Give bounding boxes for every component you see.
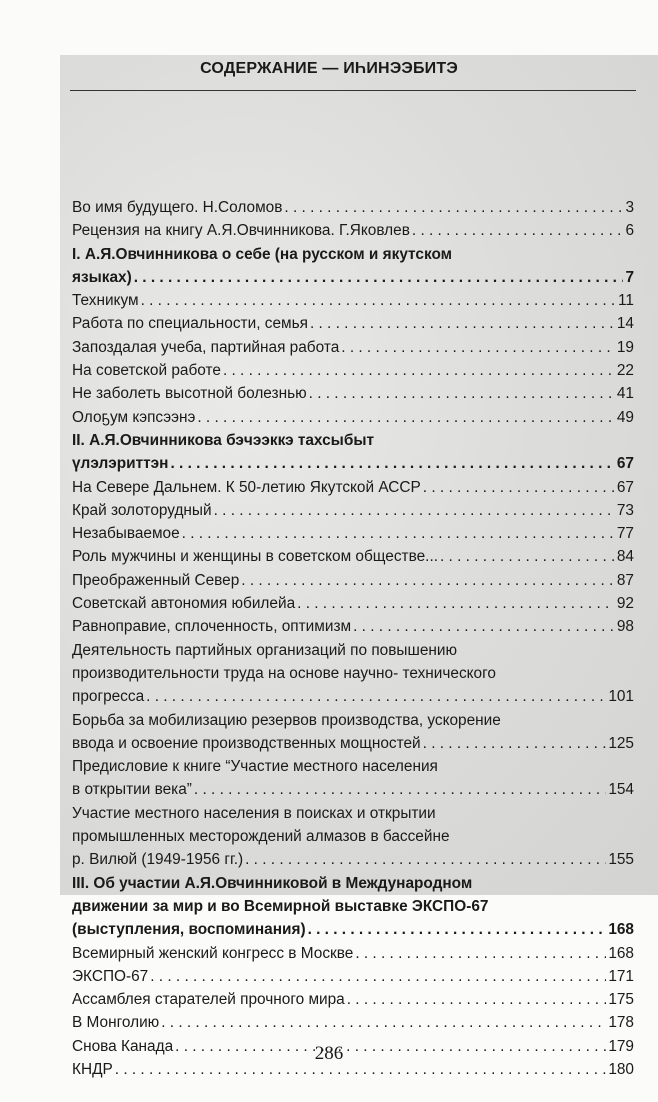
toc-entry [72, 802, 634, 872]
toc-entry-line [72, 429, 634, 452]
dot-leader [440, 545, 615, 568]
toc-page-number: 171 [608, 967, 634, 985]
toc-entry-line [72, 639, 634, 662]
toc-entry-text: Роль мужчины и женщины в советском обществе... [72, 548, 438, 566]
dot-leader [161, 1011, 606, 1034]
toc-entry-text: р. Вилюй (1949-1956 гг.) [72, 851, 244, 869]
title-rule [70, 90, 636, 91]
toc-entry-line [72, 219, 634, 242]
toc-entry-text: Равноправие, сплоченность, оптимизм [72, 618, 352, 636]
dot-leader [141, 289, 616, 312]
toc-entry-text: в открытии века” [72, 781, 192, 799]
toc-entry-text: Рецензия на книгу А.Я.Овчинникова. Г.Яковлев [72, 222, 410, 240]
toc-page-number: 175 [608, 991, 634, 1009]
toc-entry-text: Край золоторудный [72, 501, 212, 519]
toc-page-number: 178 [608, 1014, 634, 1032]
toc-entry [72, 406, 634, 429]
toc-section-heading [72, 872, 634, 942]
toc-page-number: 168 [608, 921, 634, 939]
dot-leader [182, 522, 615, 545]
toc-entry-line [72, 289, 634, 312]
toc-entry-text: Во имя будущего. Н.Соломов [72, 199, 283, 216]
dot-leader [347, 988, 607, 1011]
toc-entry-line [72, 1011, 634, 1034]
toc-entry-text: Преображенный Север [72, 571, 240, 589]
toc-entry-line [72, 382, 634, 405]
dot-leader [146, 685, 606, 708]
toc-page-number: 67 [616, 478, 634, 496]
toc-entry-line [72, 545, 634, 568]
toc-entry [72, 382, 634, 405]
toc-page-number: 67 [616, 455, 634, 473]
toc-entry-text: Незабываемое [72, 525, 180, 543]
toc-entry-line [72, 243, 634, 266]
dot-leader [134, 266, 624, 289]
toc-entry-line [72, 965, 634, 988]
toc-page-number: 14 [616, 315, 634, 333]
toc-page-number: 6 [625, 222, 634, 240]
toc-entry-text: движении за мир и во Всемирной выставке ЭКСПО-67 [72, 897, 489, 915]
toc-page-number: 84 [616, 548, 634, 566]
toc-entry [72, 592, 634, 615]
toc-entry-line [72, 312, 634, 335]
toc-entry-text: ЭКСПО-67 [72, 967, 149, 985]
toc-section-heading [72, 243, 634, 290]
toc-entry-text: На советской работе [72, 362, 221, 380]
toc-entry [72, 639, 634, 709]
toc-page-number: 154 [608, 781, 634, 799]
table-of-contents [72, 196, 634, 1081]
dot-leader [423, 476, 615, 499]
toc-page-number: 49 [616, 408, 634, 426]
toc-entry-text: промышленных месторождений алмазов в бассейне [72, 828, 450, 846]
toc-entry-line [72, 662, 634, 685]
toc-page-number: 155 [608, 851, 634, 869]
toc-entry [72, 709, 634, 756]
toc-page-number: 77 [616, 525, 634, 543]
toc-entry [72, 219, 634, 242]
toc-entry-line [72, 988, 634, 1011]
dot-leader [150, 965, 606, 988]
toc-entry-line [72, 872, 634, 895]
toc-entry [72, 359, 634, 382]
toc-entry [72, 569, 634, 592]
toc-entry-text: Не заболеть высотной болезнью [72, 385, 307, 403]
toc-entry-text: прогресса [72, 688, 145, 706]
toc-entry-text: Всемирный женский конгресс в Москве [72, 944, 354, 962]
toc-entry-line [72, 685, 634, 708]
toc-entry-line [72, 196, 634, 219]
toc-entry-text: Участие местного населения в поисках и открытии [72, 804, 436, 822]
dot-leader [423, 732, 607, 755]
dot-leader [241, 569, 615, 592]
toc-entry-line [72, 942, 634, 965]
toc-entry-text: На Севере Дальнем. К 50-летию Якутской АССР [72, 478, 421, 496]
toc-page-number: 92 [616, 595, 634, 613]
toc-entry-text: Ассамблея старателей прочного мира [72, 991, 345, 1009]
toc-page-number: 179 [608, 1037, 634, 1055]
toc-entry-text: Борьба за мобилизацию резервов производства, ускорение [72, 711, 501, 729]
toc-entry-line [72, 592, 634, 615]
toc-page-number: 3 [625, 199, 634, 216]
toc-entry-line [72, 359, 634, 382]
dot-leader [284, 196, 623, 219]
toc-entry [72, 522, 634, 545]
dot-leader [214, 499, 615, 522]
toc-page-number: 101 [608, 688, 634, 706]
toc-entry-text: III. Об участии А.Я.Овчинниковой в Международном [72, 874, 473, 892]
toc-page-number: 87 [616, 571, 634, 589]
dot-leader [297, 592, 615, 615]
dot-leader [245, 848, 606, 871]
toc-entry [72, 196, 634, 219]
page-number: 286 [314, 1043, 344, 1064]
toc-entry-line [72, 709, 634, 732]
toc-entry-text: Деятельность партийных организаций по повышению [72, 641, 458, 659]
toc-entry-text: КНДР [72, 1060, 113, 1078]
dot-leader [309, 382, 615, 405]
toc-entry-line [72, 476, 634, 499]
toc-entry-text: I. А.Я.Овчинникова о себе (на русском и якутском [72, 245, 453, 263]
dot-leader [170, 452, 614, 475]
dot-leader [223, 359, 615, 382]
toc-entry-line [72, 848, 634, 871]
toc-page-number: 22 [616, 362, 634, 380]
toc-entry-line [72, 499, 634, 522]
toc-entry-line [72, 452, 634, 475]
toc-page-number: 125 [608, 734, 634, 752]
toc-page-number: 180 [608, 1060, 634, 1078]
toc-entry-line [72, 336, 634, 359]
toc-entry-text: Олоҕум кэпсээнэ [72, 408, 196, 426]
toc-entry [72, 988, 634, 1011]
toc-page-number: 168 [608, 944, 634, 962]
dot-leader [197, 406, 615, 429]
toc-entry [72, 312, 634, 335]
toc-entry-line [72, 895, 634, 918]
toc-entry-text: производительности труда на основе научно- технического [72, 664, 496, 682]
toc-entry-text: Техникум [72, 292, 139, 310]
dot-leader [194, 778, 606, 801]
toc-entry-text: ввода и освоение производственных мощностей [72, 734, 421, 752]
toc-page-number: 19 [616, 338, 634, 356]
dot-leader [310, 312, 615, 335]
toc-section-heading [72, 429, 634, 476]
toc-entry [72, 545, 634, 568]
toc-entry-text: Предисловие к книге “Участие местного населения [72, 758, 438, 776]
toc-entry-line [72, 732, 634, 755]
toc-entry-text: языках) [72, 268, 132, 286]
toc-entry-text: Советскай автономия юбилейа [72, 595, 296, 613]
toc-entry-line [72, 522, 634, 545]
toc-page-number: 11 [618, 292, 634, 310]
toc-page-number: 98 [616, 618, 634, 636]
toc-page-number: 41 [616, 385, 634, 403]
toc-entry-text: Запоздалая учеба, партийная работа [72, 338, 340, 356]
toc-entry [72, 1011, 634, 1034]
toc-entry [72, 336, 634, 359]
toc-entry-text: II. А.Я.Овчинникова бэчээккэ тахсыбыт [72, 431, 375, 449]
toc-entry [72, 965, 634, 988]
toc-entry-text: (выступления, воспоминания) [72, 921, 306, 939]
dot-leader [412, 219, 624, 242]
toc-entry-line [72, 569, 634, 592]
page-title: СОДЕРЖАНИЕ — ИҺИНЭЭБИТЭ [200, 60, 458, 77]
toc-entry-line [72, 406, 634, 429]
toc-entry-text: В Монголию [72, 1014, 160, 1032]
toc-entry-text: үлэлэриттэн [72, 455, 169, 473]
toc-entry [72, 942, 634, 965]
toc-page-number: 73 [616, 501, 634, 519]
toc-entry-line [72, 825, 634, 848]
dot-leader [353, 615, 615, 638]
toc-entry [72, 755, 634, 802]
toc-entry-line [72, 778, 634, 801]
toc-entry [72, 499, 634, 522]
dot-leader [341, 336, 615, 359]
toc-entry-line [72, 615, 634, 638]
dot-leader [355, 942, 606, 965]
toc-entry-line [72, 755, 634, 778]
toc-entry [72, 289, 634, 312]
toc-entry [72, 615, 634, 638]
toc-page-number: 7 [625, 268, 634, 286]
toc-entry-text: Снова Канада [72, 1037, 174, 1055]
dot-leader [308, 918, 607, 941]
toc-entry-line [72, 266, 634, 289]
toc-entry [72, 476, 634, 499]
toc-entry-line [72, 918, 634, 941]
toc-entry-text: Работа по специальности, семья [72, 315, 308, 333]
toc-entry-line [72, 802, 634, 825]
